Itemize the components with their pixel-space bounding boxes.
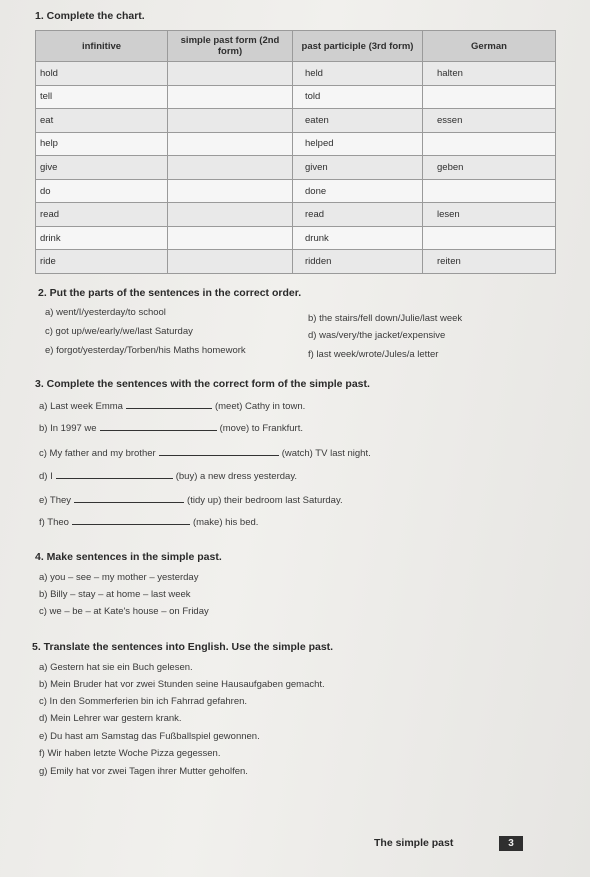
exercise-5-title: 5. Translate the sentences into English. Use the simple past. — [32, 641, 334, 653]
cell-past-participle: given — [293, 156, 423, 180]
cell-infinitive: give — [36, 156, 168, 180]
cell-german: essen — [423, 109, 556, 133]
table-row — [36, 179, 556, 203]
ex3-item-a-hint: (meet) Cathy in town. — [214, 401, 306, 412]
header-infinitive: infinitive — [36, 31, 168, 62]
footer-label: The simple past — [374, 837, 454, 849]
ex5-item-g: g) Emily hat vor zwei Tagen ihrer Mutter geholfen. — [39, 766, 248, 777]
cell-past-participle: told — [293, 85, 423, 109]
ex2-item-a: a) went/I/yesterday/to school — [45, 307, 166, 318]
cell-simple-past[interactable] — [168, 132, 293, 156]
table-row — [36, 132, 556, 156]
table-row — [36, 226, 556, 250]
cell-german: geben — [423, 156, 556, 180]
cell-past-participle: helped — [293, 132, 423, 156]
ex3-item-f-hint: (make) his bed. — [192, 517, 259, 528]
cell-infinitive: do — [36, 179, 168, 203]
ex3-item-d-blank[interactable] — [56, 477, 173, 479]
cell-past-participle: done — [293, 179, 423, 203]
ex3-item-d-text: d) I — [39, 471, 53, 482]
ex3-item-b-blank[interactable] — [100, 429, 217, 431]
ex4-item-a: a) you – see – my mother – yesterday — [39, 572, 199, 583]
ex3-item-f — [39, 517, 258, 528]
exercise-3-title: 3. Complete the sentences with the correct form of the simple past. — [35, 378, 370, 390]
header-past-participle: past participle (3rd form) — [293, 31, 423, 62]
ex3-item-b — [39, 423, 303, 434]
cell-infinitive: drink — [36, 226, 168, 250]
ex5-item-d: d) Mein Lehrer war gestern krank. — [39, 713, 182, 724]
ex3-item-f-text: f) Theo — [39, 517, 69, 528]
table-row — [36, 85, 556, 109]
ex3-item-c — [39, 448, 371, 459]
ex2-item-e: e) forgot/yesterday/Torben/his Maths homework — [45, 345, 246, 356]
ex3-item-a — [39, 401, 305, 412]
cell-german[interactable] — [423, 85, 556, 109]
cell-past-participle: eaten — [293, 109, 423, 133]
ex5-item-b: b) Mein Bruder hat vor zwei Stunden seine Hausaufgaben gemacht. — [39, 679, 325, 690]
verb-chart — [35, 30, 556, 274]
ex3-item-a-text: a) Last week Emma — [39, 401, 123, 412]
ex3-item-b-hint: (move) to Frankfurt. — [219, 423, 303, 434]
ex5-item-e: e) Du hast am Samstag das Fußballspiel gewonnen. — [39, 731, 260, 742]
ex2-item-c: c) got up/we/early/we/last Saturday — [45, 326, 193, 337]
table-row — [36, 250, 556, 274]
cell-german[interactable] — [423, 132, 556, 156]
cell-german: reiten — [423, 250, 556, 274]
cell-simple-past[interactable] — [168, 179, 293, 203]
chart-header-row — [36, 31, 556, 62]
table-row — [36, 203, 556, 227]
cell-past-participle: held — [293, 62, 423, 86]
cell-infinitive: read — [36, 203, 168, 227]
ex3-item-c-text: c) My father and my brother — [39, 448, 156, 459]
cell-german: lesen — [423, 203, 556, 227]
cell-infinitive: eat — [36, 109, 168, 133]
ex3-item-d — [39, 471, 297, 482]
ex2-item-f: f) last week/wrote/Jules/a letter — [308, 349, 439, 360]
exercise-2-title: 2. Put the parts of the sentences in the correct order. — [38, 287, 302, 299]
exercise-1-title: 1. Complete the chart. — [35, 10, 145, 22]
ex5-item-a: a) Gestern hat sie ein Buch gelesen. — [39, 662, 193, 673]
cell-past-participle: drunk — [293, 226, 423, 250]
ex3-item-c-hint: (watch) TV last night. — [281, 448, 371, 459]
ex4-item-b: b) Billy – stay – at home – last week — [39, 589, 191, 600]
cell-simple-past[interactable] — [168, 203, 293, 227]
cell-infinitive: help — [36, 132, 168, 156]
cell-past-participle: read — [293, 203, 423, 227]
ex3-item-e — [39, 495, 343, 506]
cell-infinitive: hold — [36, 62, 168, 86]
ex3-item-b-text: b) In 1997 we — [39, 423, 97, 434]
exercise-4-title: 4. Make sentences in the simple past. — [35, 551, 222, 563]
ex3-item-e-blank[interactable] — [74, 501, 184, 503]
cell-simple-past[interactable] — [168, 62, 293, 86]
ex2-item-d: d) was/very/the jacket/expensive — [308, 330, 446, 341]
ex3-item-d-hint: (buy) a new dress yesterday. — [175, 471, 297, 482]
cell-simple-past[interactable] — [168, 109, 293, 133]
cell-infinitive: ride — [36, 250, 168, 274]
ex5-item-c: c) In den Sommerferien bin ich Fahrrad gefahren. — [39, 696, 248, 707]
table-row — [36, 156, 556, 180]
cell-simple-past[interactable] — [168, 226, 293, 250]
table-row — [36, 109, 556, 133]
table-row — [36, 62, 556, 86]
cell-past-participle: ridden — [293, 250, 423, 274]
ex3-item-e-text: e) They — [39, 495, 72, 506]
cell-german[interactable] — [423, 179, 556, 203]
ex3-item-a-blank[interactable] — [126, 407, 212, 409]
cell-infinitive: tell — [36, 85, 168, 109]
cell-simple-past[interactable] — [168, 85, 293, 109]
cell-simple-past[interactable] — [168, 156, 293, 180]
cell-german: halten — [423, 62, 556, 86]
ex3-item-c-blank[interactable] — [159, 454, 279, 456]
ex3-item-e-hint: (tidy up) their bedroom last Saturday. — [187, 495, 343, 506]
ex5-item-f: f) Wir haben letzte Woche Pizza gegessen. — [39, 748, 221, 759]
ex4-item-c: c) we – be – at Kate's house – on Friday — [39, 606, 209, 617]
cell-simple-past[interactable] — [168, 250, 293, 274]
ex3-item-f-blank[interactable] — [72, 523, 190, 525]
page-number: 3 — [499, 836, 523, 851]
header-german: German — [423, 31, 556, 62]
ex2-item-b: b) the stairs/fell down/Julie/last week — [308, 313, 463, 324]
cell-german[interactable] — [423, 226, 556, 250]
header-simple-past: simple past form (2nd form) — [168, 31, 293, 62]
